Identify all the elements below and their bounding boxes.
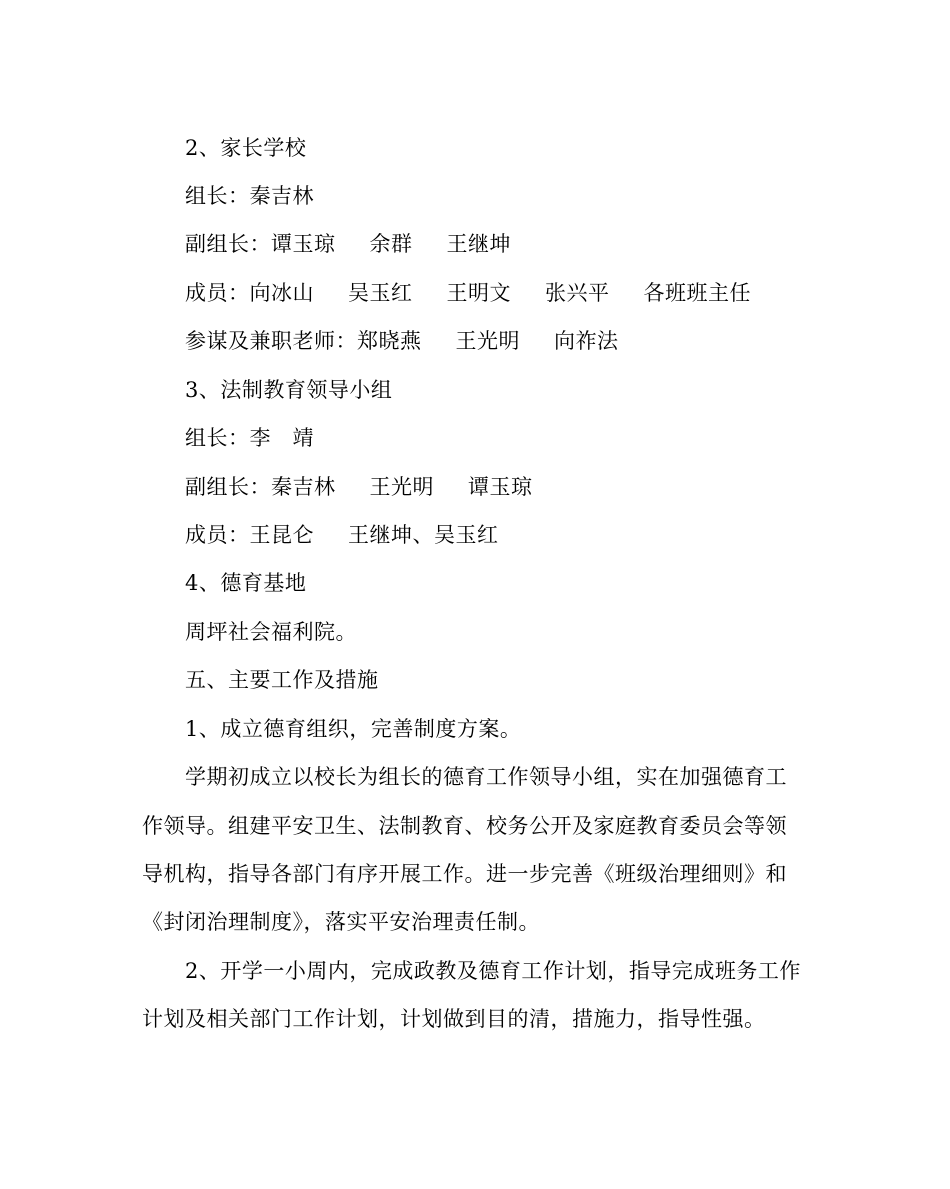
paragraph-line: 作领导。组建平安卫生、法制教育、校务公开及家庭教育委员会等领 [142, 814, 787, 838]
deputy-name: 秦吉林 [271, 475, 336, 499]
deputy-name: 谭玉琼 [468, 475, 533, 499]
member-name: 张兴平 [545, 281, 610, 305]
family-school-advisors [185, 327, 619, 355]
deputy-label: 副组长： [185, 232, 271, 256]
paragraph-line: 计划及相关部门工作计划，计划做到目的清，措施力，指导性强。 [142, 1007, 766, 1031]
heading-legal-group: 3、法制教育领导小组 [185, 378, 393, 402]
advisor-name: 郑晓燕 [357, 329, 422, 353]
deputy-name: 王继坤 [446, 232, 511, 256]
member-name: 各班班主任 [643, 281, 751, 305]
paragraph-line: 《封闭治理制度》，落实平安治理责任制。 [142, 910, 540, 934]
advisors-label: 参谋及兼职老师： [185, 329, 357, 353]
heading-section-five: 五、主要工作及措施 [185, 668, 379, 692]
member-name: 王继坤、吴玉红 [348, 523, 499, 547]
moral-base-text: 周坪社会福利院。 [185, 620, 357, 644]
members-label: 成员： [185, 281, 250, 305]
member-name: 王明文 [446, 281, 511, 305]
legal-group-members [185, 521, 499, 549]
family-school-members [185, 279, 751, 307]
paragraph-line: 学期初成立以校长为组长的德育工作领导小组，实在加强德育工 [185, 765, 787, 789]
member-name: 吴玉红 [348, 281, 413, 305]
deputy-name: 谭玉琼 [271, 232, 336, 256]
member-name: 向冰山 [249, 281, 314, 305]
family-school-leader: 组长：秦吉林 [185, 184, 314, 208]
advisor-name: 王光明 [455, 329, 520, 353]
members-label: 成员： [185, 523, 250, 547]
family-school-deputy [185, 230, 511, 258]
item-one-title: 1、成立德育组织，完善制度方案。 [185, 717, 522, 741]
deputy-name: 王光明 [369, 475, 434, 499]
legal-group-leader: 组长：李 靖 [185, 426, 314, 450]
deputy-label: 副组长： [185, 475, 271, 499]
advisor-name: 向祚法 [554, 329, 619, 353]
paragraph-line: 2、开学一小周内，完成政教及德育工作计划，指导完成班务工作 [185, 959, 801, 983]
heading-family-school: 2、家长学校 [185, 136, 307, 160]
member-name: 王昆仑 [249, 523, 314, 547]
legal-group-deputy [185, 473, 533, 501]
heading-moral-base: 4、德育基地 [185, 571, 307, 595]
deputy-name: 余群 [369, 232, 413, 256]
paragraph-line: 导机构，指导各部门有序开展工作。进一步完善《班级治理细则》和 [142, 862, 787, 886]
